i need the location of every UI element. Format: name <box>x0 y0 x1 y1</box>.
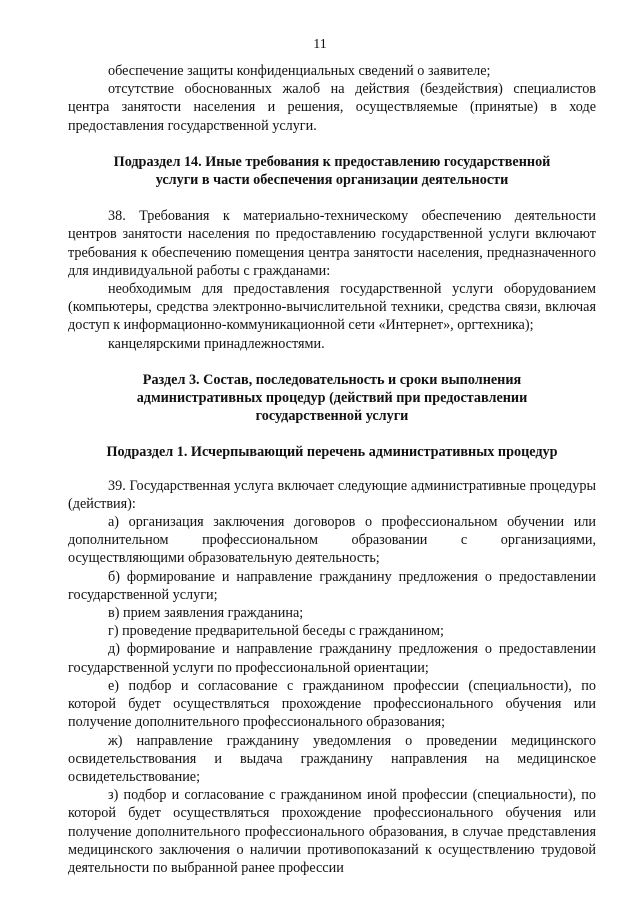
paragraph: 38. Требования к материально-техническому обеспечению деятельности центров занятости населения по предоставлению государственной услуги включают требования к обеспечению помещения центра занятости населения, предназначенного для индивидуальной работы с гражданами: <box>68 208 596 279</box>
page-number: 11 <box>313 37 327 52</box>
paragraph: отсутствие обоснованных жалоб на действия (бездействия) специалистов центра занятости населения и решения, осуществляемые (принятые) в ходе предоставления государственной услуги. <box>68 81 596 134</box>
list-item: в) прием заявления гражданина; <box>108 605 304 622</box>
list-item: е) подбор и согласование с гражданином профессии (специальности), по которой будет осуществляться прохождение профессионального обучения или получение дополнительного профессионального образования; <box>68 677 596 731</box>
list-item: д) формирование и направление гражданину предложения о предоставлении государственной услуги по профессиональной ориентации; <box>68 641 596 676</box>
list-item: з) подбор и согласование с гражданином иной профессии (специальности), по которой будет осуществляться прохождение профессионального обучения или получение дополнительного профессионального образования, в случае представления медицинского заключения о наличии противопоказаний к осуществлению трудовой деятельности по выбранной ранее профессии <box>68 787 596 876</box>
list-item: б) формирование и направление гражданину предложения о предоставлении государственной услуги; <box>68 568 596 603</box>
paragraph: обеспечение защиты конфиденциальных сведений о заявителе; <box>108 63 491 79</box>
section-heading: Раздел 3. Состав, последовательность и сроки выполнения административных процедур (действий при предоставлении государственной услуги <box>136 371 528 425</box>
page-content <box>68 62 596 877</box>
paragraph: необходимым для предоставления государственной услуги оборудованием (компьютеры, средства электронно-вычислительной техники, средства связи, включая доступ к информационно-коммуникационной сети «Интернет», оргтехника); <box>68 281 596 334</box>
list-item: г) проведение предварительной беседы с гражданином; <box>108 623 444 640</box>
list-item: а) организация заключения договоров о профессиональном обучении или дополнительном профессиональном образовании с организациями, осуществляющими образовательную деятельность; <box>68 514 596 567</box>
paragraph: 39. Государственная услуга включает следующие административные процедуры (действия): <box>68 477 596 512</box>
list-item: ж) направление гражданину уведомления о проведении медицинского освидетельствования и выдача гражданину направления на медицинское освидетельствование; <box>68 732 596 785</box>
subsection-heading: Подраздел 1. Исчерпывающий перечень административных процедур <box>106 444 558 461</box>
subsection-heading: Подраздел 14. Иные требования к предоставлению государственной услуги в части обеспечения организации деятельности <box>113 153 551 189</box>
paragraph: канцелярскими принадлежностями. <box>108 335 325 352</box>
